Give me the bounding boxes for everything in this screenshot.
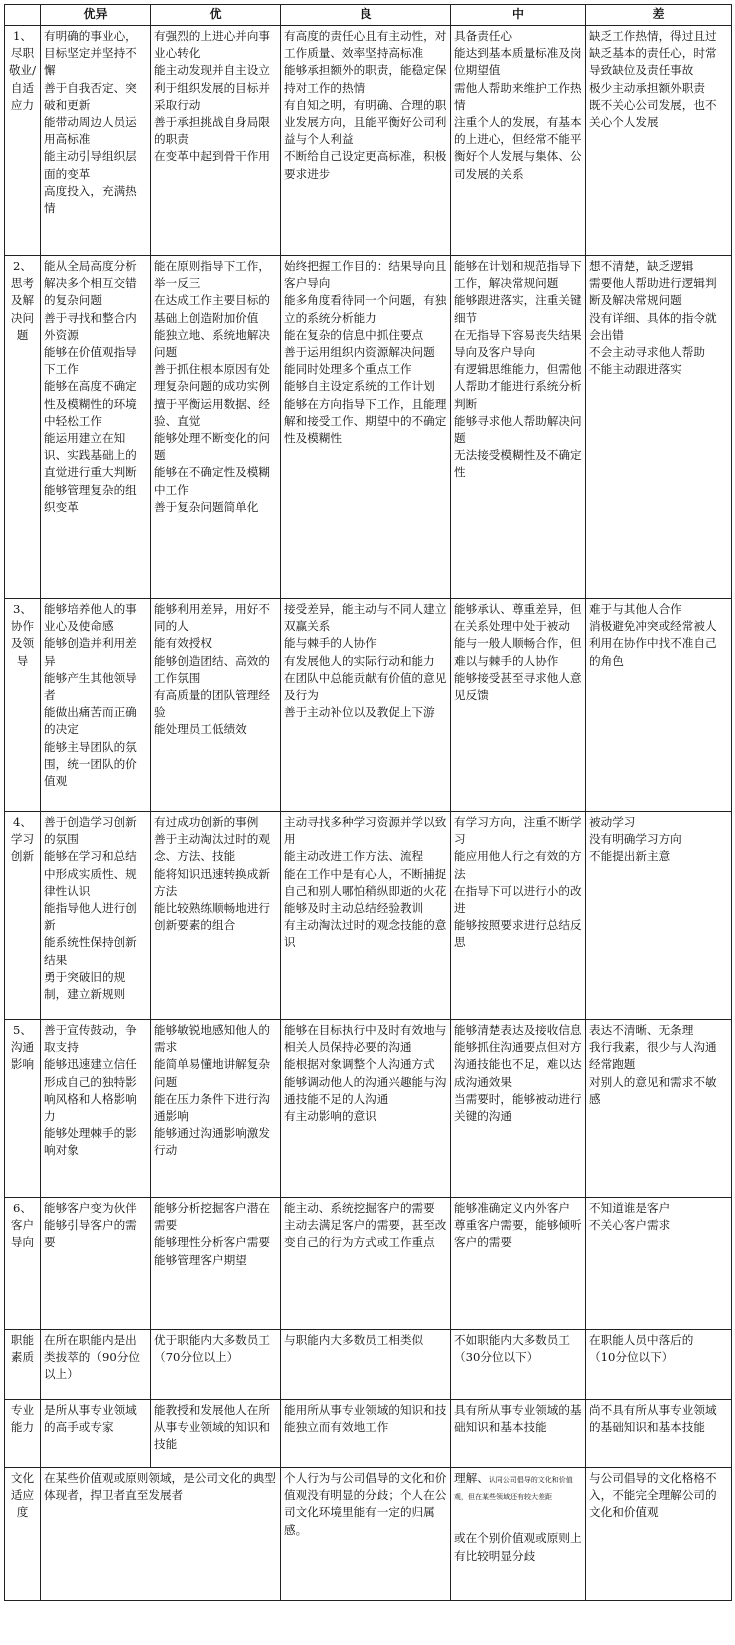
criterion-cell-very-good [151,26,281,256]
criterion-line: 善于复杂问题简单化 [154,499,259,514]
criterion-cell-very-good [151,1020,281,1198]
criterion-cell-very-good [151,812,281,1020]
criterion-line: 能够产生其他领导者 [44,670,137,703]
criterion-cell-poor [586,1198,732,1330]
row-label: 4、学习创新 [5,812,41,1020]
criterion-line: 能够创造团结、高效的工作氛围 [154,653,270,685]
criterion-line: 在某些价值观或原则领域，是公司文化的典型体现者，捍卫者直至发展者 [44,1471,276,1503]
criterion-cell-good [281,812,451,1020]
criterion-line: 能处理员工低绩效 [154,722,247,737]
criterion-line: 不断给自己设定更高标准，积极要求进步 [284,149,447,181]
criterion-line: 不关心客户需求 [589,1218,671,1233]
competency-row [5,599,732,812]
criterion-cell-good [281,1468,451,1601]
criterion-cell-poor [586,256,732,599]
criterion-line: 需要他人帮助进行逻辑判断及解决常规问题 [589,276,717,308]
criterion-line: 能够敏锐地感知他人的需求 [154,1023,270,1055]
criterion-line: 当需要时，能够被动进行关键的沟通 [454,1091,582,1124]
criterion-line: 没有明确学习方向 [589,832,682,847]
criterion-line: 能够寻求他人帮助解决问题 [454,413,582,446]
criterion-cell-excellent [41,26,151,256]
criterion-line: 能够清楚表达及接收信息 [454,1023,582,1037]
criterion-line: 有过成功创新的事例 [154,815,259,829]
criterion-cell-average [451,1198,586,1330]
criterion-line: 表达不清晰、无条理 [589,1023,694,1037]
row-label: 3、协作及领导 [5,599,41,812]
header-poor: 差 [586,5,732,26]
criterion-line: 能够在价值观指导下工作 [44,345,137,377]
criterion-line: 善于运用组织内资源解决问题 [284,345,435,360]
criterion-line: 能够创造并利用差异 [44,636,137,668]
criterion-line: 能够管理复杂的组织变革 [44,482,137,514]
row-label: 文化适应度 [5,1468,41,1601]
criterion-line: 形成自己的独特影响风格和人格影响力 [44,1074,137,1124]
criterion-line: 主动去满足客户的需要，甚至改变自己的行为方式或工作重点 [284,1218,447,1250]
criterion-cell-excellent [41,812,151,1020]
criterion-line: 不能主动跟进落实 [589,362,682,377]
competency-row [5,1020,732,1198]
criterion-cell-average [451,256,586,599]
criterion-line: 能在工作中是有心人，不断捕捉自己和别人哪怕稍纵即逝的火花 [284,866,447,898]
header-row [5,5,732,26]
criterion-line: 优于职能内大多数员工 [154,1333,270,1347]
competency-row [5,812,732,1020]
criterion-line: 被动学习 [589,815,636,829]
criterion-line: 善于自我否定、突破和更新 [44,80,137,112]
criterion-line: 善于主动淘汰过时的观念、方法、技能 [154,832,270,864]
criterion-line: 善于创造学习创新的氛围 [44,815,137,847]
criterion-line: 能够在不确定性及模糊中工作 [154,465,270,497]
criterion-line: 能在原则指导下工作，举一反三 [154,259,270,291]
criterion-line: 能够在学习和总结中形成实质性、规律性认识 [44,849,137,898]
criterion-cell-average [451,1020,586,1198]
criterion-line: 能够在目标执行中及时有效地与相关人员保持必要的沟通 [284,1023,447,1055]
criterion-line: 能够承认、尊重差异，但在关系处理中处于被动 [454,602,582,634]
criterion-line: 善于承担挑战自身局限的职责 [154,115,270,147]
criterion-line: 能够抓住沟通要点但对方沟通技能也不足，难以达成沟通效果 [454,1040,582,1089]
criterion-cell-average [451,1330,586,1400]
header-good: 良 [281,5,451,26]
criterion-line: 能在复杂的信息中抓住要点 [284,327,424,342]
criterion-line: 极少主动承担额外职责 [589,80,705,95]
criterion-line: 我行我素，很少与人沟通 [589,1040,717,1055]
criterion-line: 能独立地、系统地解决问题 [154,327,270,360]
spacer [454,1504,582,1530]
criterion-cell-poor [586,26,732,256]
criterion-cell-good [281,1330,451,1400]
criterion-line: 能够跟进落实，注重关键细节 [454,293,582,325]
header-corner [5,5,41,26]
criterion-line: 能够接受甚至寻求他人意见反馈 [454,670,582,703]
criterion-line: 能与棘手的人协作 [284,636,377,651]
criterion-cell-excellent-very-good [41,1468,281,1601]
criterion-line: 注重个人的发展，有基本的上进心，但经常不能平衡好个人发展与集体、公司发展的关系 [454,115,582,181]
criterion-line: 有高度的责任心且有主动性，对工作质量、效率坚持高标准 [284,29,447,61]
criterion-line: 接受差异，能主动与不同人建立双赢关系 [284,602,447,634]
criterion-line: 具备责任心 [454,29,512,43]
criterion-line: 既不关心公司发展，也不关心个人发展 [589,97,717,130]
criterion-line: 善于主动补位以及教促上下游 [284,705,435,720]
criterion-line: 能够主导团队的氛围，统一团队的价值观 [44,739,137,789]
criterion-line: 能指导他人进行创新 [44,901,137,933]
criterion-line: 能做出痛苦而正确的决定 [44,705,137,737]
criterion-cell-average [451,26,586,256]
criterion-line: 具有所从事专业领域的基础知识和基本技能 [454,1403,582,1435]
criterion-cell-poor [586,812,732,1020]
criterion-line: 与公司倡导的文化格格不入，不能完全理解公司的文化和价值观 [589,1471,717,1520]
criterion-line: 擅于平衡运用数据、经验、直觉 [154,396,270,428]
criterion-line: 能根据对象调整个人沟通方式 [284,1057,435,1072]
criterion-line: 有明确的事业心，目标坚定并坚持不懈 [44,29,137,78]
criterion-line: 没有详细、具体的指令就会出错 [589,310,717,342]
criterion-line: 能主动引导组织层面的变革 [44,149,137,181]
criterion-line: 能够处理不断变化的问题 [154,431,270,463]
criterion-cell-good [281,26,451,256]
criterion-line: 能比较熟练顺畅地进行创新要素的组合 [154,901,270,933]
criterion-line: 无法接受模糊性及不确定性 [454,448,582,480]
criterion-line: 尚不具有所从事专业领域的基础知识和基本技能 [589,1403,717,1435]
criterion-line: 能与一般人顺畅合作，但难以与棘手的人协作 [454,636,582,668]
competency-row [5,26,732,256]
criterion-cell-very-good [151,1400,281,1468]
criterion-line: 在团队中总能贡献有价值的意见及行为 [284,670,447,703]
criterion-cell-average [451,1468,586,1601]
criterion-line: 能够客户变为伙伴 [44,1201,137,1215]
criterion-line: 勇于突破旧的规制，建立新规则 [44,969,126,1002]
criterion-cell-poor [586,1020,732,1198]
criterion-cell-good [281,1198,451,1330]
criterion-line: 能主动改进工作方法、流程 [284,849,424,864]
criterion-line: 在变革中起到骨干作用 [154,149,270,164]
criterion-line: 能够迅速建立信任 [44,1057,137,1072]
header-very-good: 优 [151,5,281,26]
criterion-line: 能够在计划和规范指导下工作，解决常规问题 [454,259,582,291]
row-label: 专业能力 [5,1400,41,1468]
criterion-line: 善于抓住根本原因有处理复杂问题的成功实例 [154,362,270,394]
criterion-line: （70分位以上） [154,1350,239,1365]
criterion-note: 认同公司倡导的文化和价值观，但在某些领域还有较大差距 [454,1476,573,1502]
criterion-line: 有主动影响的意识 [284,1109,377,1124]
criterion-line: 或在个别价值观或原则上有比较明显分歧 [454,1531,582,1563]
criterion-line: 有学习方向，注重不断学习 [454,815,582,847]
criterion-line: 善于宣传鼓动，争取支持 [44,1023,137,1055]
criterion-cell-poor [586,599,732,812]
criterion-cell-very-good [151,1198,281,1330]
criterion-line: 不能提出新主意 [589,849,671,864]
criterion-cell-excellent [41,1198,151,1330]
criterion-line: 与职能内大多数员工相类似 [284,1333,424,1347]
row-label: 1、尽职敬业/自适应力 [5,26,41,256]
criterion-cell-good [281,256,451,599]
criterion-line: 能主动发现并自主设立利于组织发展的目标并采取行动 [154,63,270,112]
criterion-cell-excellent [41,599,151,812]
criterion-line: 能够通过沟通影响激发行动 [154,1126,270,1158]
criterion-line: 能运用建立在知识、实践基础上的直觉进行重大判断 [44,431,137,480]
criterion-line: 能将知识迅速转换成新方法 [154,866,270,898]
criterion-line: 能够准确定义内外客户 [454,1201,570,1215]
criterion-line: 消极避免冲突或经常被人利用在协作中找不准自己的角色 [589,619,717,668]
criterion-line: 能简单易懂地讲解复杂问题 [154,1057,270,1089]
criterion-line: 能多角度看待同一个问题，有独立的系统分析能力 [284,293,447,325]
criterion-line: 有主动淘汰过时的观念技能的意识 [284,918,447,950]
criterion-cell-very-good [151,1330,281,1400]
criterion-cell-very-good [151,256,281,599]
criterion-cell-excellent [41,256,151,599]
criterion-cell-good [281,1020,451,1198]
criterion-cell-excellent [41,1020,151,1198]
criterion-cell-very-good [151,599,281,812]
criterion-line: 能够处理棘手的影响对象 [44,1126,137,1158]
header-excellent: 优异 [41,5,151,26]
criterion-line: 能系统性保持创新结果 [44,935,137,967]
criterion-line: 在无指导下容易丧失结果导向及客户导向 [454,327,582,360]
criterion-line: 能在压力条件下进行沟通影响 [154,1091,270,1124]
criterion-line: 不会主动寻求他人帮助 [589,345,705,360]
criterion-line: 能够按照要求进行总结反思 [454,918,582,950]
criterion-line: 理解、 [454,1471,489,1485]
criterion-line: （30分位以下） [454,1350,539,1365]
criterion-cell-excellent [41,1330,151,1400]
criterion-line: 能够在高度不确定性及模糊性的环境中轻松工作 [44,379,137,428]
criterion-line: 能够引导客户的需要 [44,1218,137,1250]
criterion-line: 主动寻找多种学习资源并学以致用 [284,815,447,847]
row-label: 5、沟通影响 [5,1020,41,1198]
competency-row [5,1400,732,1468]
criterion-line: 难于与其他人合作 [589,602,682,616]
criterion-line: 能有效授权 [154,636,212,651]
criterion-line: 缺乏工作热情，得过且过 [589,29,717,43]
criterion-line: 能够利用差异，用好不同的人 [154,602,270,634]
criterion-line: 能够理性分析客户需要 [154,1235,270,1250]
competency-row [5,1198,732,1330]
criterion-cell-average [451,1400,586,1468]
criterion-line: 能够分析挖掘客户潜在需要 [154,1201,270,1233]
criterion-line: 有强烈的上进心并向事业心转化 [154,29,270,61]
row-label: 2、思考及解决问题 [5,256,41,599]
criterion-line: 始终把握工作目的：结果导向且客户导向 [284,259,447,291]
criterion-line: 能用所从事专业领域的知识和技能独立而有效地工作 [284,1403,447,1435]
criterion-line: 对别人的意见和需求不敏感 [589,1074,717,1106]
criterion-cell-poor [586,1468,732,1601]
criterion-line: 能带动周边人员运用高标准 [44,115,137,147]
criterion-line: 能够管理客户期望 [154,1252,247,1267]
criterion-cell-poor [586,1330,732,1400]
criterion-cell-poor [586,1400,732,1468]
row-label: 职能素质 [5,1330,41,1400]
criterion-line: 在职能人员中落后的 [589,1333,694,1347]
criterion-line: 需他人帮助来维护工作热情 [454,80,582,112]
criterion-line: 能从全局高度分析解决多个相互交错的复杂问题 [44,259,137,308]
criterion-cell-average [451,812,586,1020]
criterion-cell-good [281,1400,451,1468]
criterion-line: 能应用他人行之有效的方法 [454,849,582,881]
criterion-line: 尊重客户需要，能够倾听客户的需要 [454,1218,582,1250]
criterion-line: 在所在职能内是出类拔萃的（90分位以上） [44,1333,140,1382]
criterion-cell-excellent [41,1400,151,1468]
criterion-line: 在达成工作主要目标的基础上创造附加价值 [154,293,270,325]
criterion-line: 不如职能内大多数员工 [454,1333,570,1347]
criterion-line: （10分位以下） [589,1350,674,1365]
criterion-line: 能同时处理多个重点工作 [284,362,412,377]
criterion-line: 能够及时主动总结经验教训 [284,901,424,916]
criterion-cell-average [451,599,586,812]
criterion-line: 有逻辑思维能力，但需他人帮助才能进行系统分析判断 [454,362,582,411]
matrix-body [5,26,732,1601]
criterion-line: 善于寻找和整合内外资源 [44,310,137,342]
criterion-line: 能教授和发展他人在所从事专业领域的知识和技能 [154,1403,270,1452]
criterion-line: 能够承担额外的职责，能稳定保持对工作的热情 [284,63,447,95]
criterion-line: 在指导下可以进行小的改进 [454,883,582,916]
criterion-line: 能够调动他人的沟通兴趣能与沟通技能不足的人沟通 [284,1074,447,1106]
competency-row [5,256,732,599]
criterion-line: 有自知之明，有明确、合理的职业发展方向，且能平衡好公司利益与个人利益 [284,97,447,147]
competency-matrix-table [4,4,732,1601]
competency-row [5,1468,732,1601]
competency-row [5,1330,732,1400]
criterion-line: 是所从事专业领域的高手或专家 [44,1403,137,1435]
criterion-line: 想不清楚，缺乏逻辑 [589,259,694,273]
criterion-line: 能够在方向指导下工作，且能理解和接受工作、期望中的不确定性及模糊性 [284,396,447,446]
criterion-line: 有发展他人的实际行动和能力 [284,653,435,668]
row-label: 6、客户导向 [5,1198,41,1330]
header-average: 中 [451,5,586,26]
criterion-line: 不知道谁是客户 [589,1201,671,1215]
criterion-line: 缺乏基本的责任心，时常导致缺位及责任事故 [589,46,717,78]
criterion-line: 高度投入，充满热情 [44,183,137,216]
criterion-line: 经常跑题 [589,1057,636,1072]
criterion-cell-good [281,599,451,812]
criterion-line: 能主动、系统挖掘客户的需要 [284,1201,435,1215]
criterion-line: 个人行为与公司倡导的文化和价值观没有明显的分歧；个人在公司文化环境里能有一定的归属感。 [284,1471,447,1537]
criterion-line: 能达到基本质量标准及岗位期望值 [454,46,582,78]
criterion-line: 能够自主设定系统的工作计划 [284,379,435,394]
criterion-line: 能够培养他人的事业心及使命感 [44,602,137,634]
criterion-line: 有高质量的团队管理经验 [154,688,270,720]
